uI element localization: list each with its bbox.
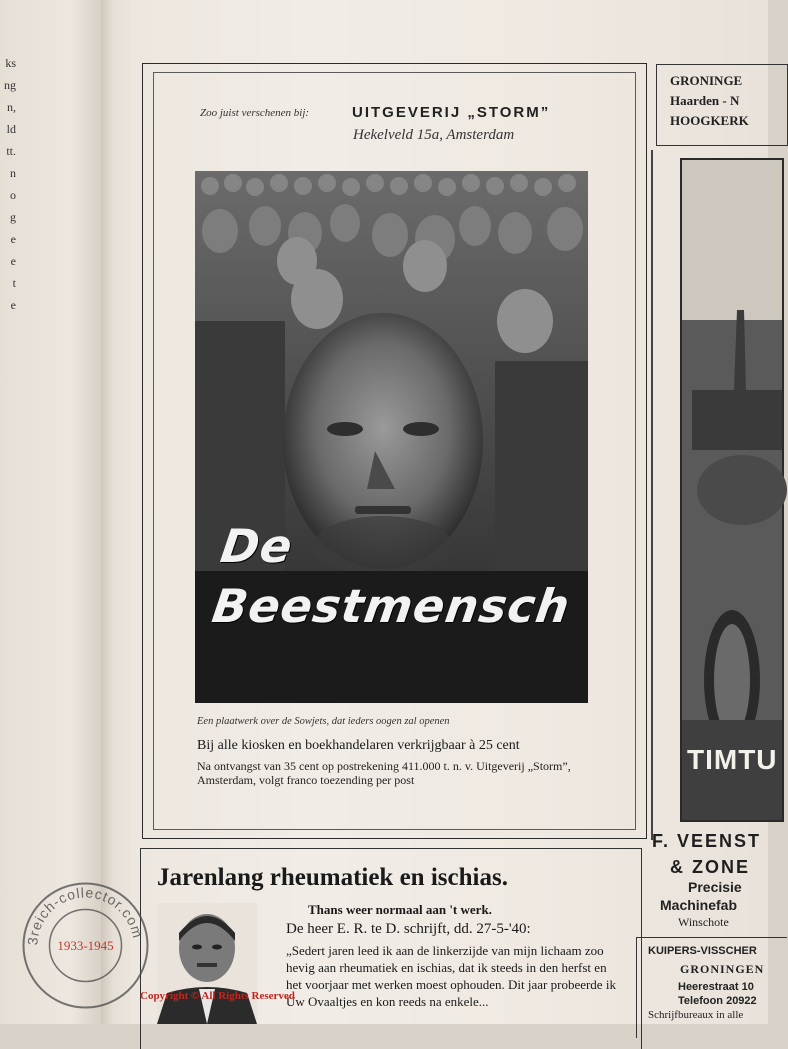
kuipers-note: Schrijfbureaux in alle: [648, 1009, 744, 1021]
caption-order-info: Na ontvangst van 35 cent op postrekening 411.000 t. n. v. Uitgeverij „Storm”, Amsterdam, volgt franco toezending per post: [197, 759, 571, 787]
groningen-advert-box: [656, 64, 788, 146]
kuipers-phone: Telefoon 20922: [678, 995, 757, 1007]
left-fragment: o: [10, 188, 16, 202]
publisher-intro: Zoo juist verschenen bij:: [200, 107, 310, 119]
timtu-advert-image: [680, 158, 784, 822]
kuipers-city: GRONINGEN: [680, 962, 765, 976]
left-page-edge: [0, 0, 102, 1024]
left-text-fragments: [2, 52, 16, 316]
left-fragment: g: [10, 210, 16, 224]
veenst-heading: F. VEENST: [652, 831, 762, 851]
stamp-years: 1933-1945: [57, 938, 114, 953]
publisher-name: UITGEVERIJ „STORM”: [352, 104, 551, 121]
article-intro: De heer E. R. te D. schrijft, dd. 27-5-'40:: [286, 921, 531, 937]
poster-title-line1: De: [217, 519, 297, 573]
copyright-notice: Copyright © All Rights Reserved: [140, 990, 295, 1002]
timtu-label: TIMTU: [687, 744, 778, 775]
kuipers-name: KUIPERS-VISSCHER: [648, 945, 757, 957]
poster-title: [209, 516, 583, 636]
left-fragment: e: [10, 298, 16, 312]
article-title: Jarenlang rheumatiek en ischias.: [157, 864, 508, 891]
left-fragment: e: [10, 232, 16, 246]
left-fragment: t: [12, 276, 16, 290]
caption-price: Bij alle kiosken en boekhandelaren verkrijgbaar à 25 cent: [197, 738, 520, 753]
left-fragment: ld: [6, 122, 16, 136]
machinery-illustration: [682, 160, 782, 820]
precision-text: Precisie: [688, 879, 742, 895]
page-gutter: [101, 0, 131, 1024]
left-fragment: ks: [5, 56, 16, 70]
article-subtitle: Thans weer normaal aan 't werk.: [308, 902, 492, 917]
stamp-ring-text: 3reich-collector.com: [24, 884, 147, 946]
zonen-heading: & ZONE: [670, 857, 751, 877]
column-rule: [651, 150, 653, 840]
box-line: HOOGKERK: [670, 113, 749, 128]
left-fragment: ng: [4, 78, 16, 92]
left-fragment: tt.: [6, 144, 16, 158]
man-portrait-illustration: [157, 903, 257, 1024]
caption-italic: Een plaatwerk over de Sowjets, dat ieders oogen zal openen: [197, 716, 450, 727]
poster-title-line2: Beestmensch: [208, 579, 574, 633]
poster-image: [195, 171, 588, 703]
storm-advertisement: [142, 63, 647, 839]
left-fragment: e: [10, 254, 16, 268]
machine-factory-text: Machinefab: [660, 897, 738, 913]
watermark-stamp: [18, 878, 153, 1013]
city-text: Winschote: [678, 915, 729, 929]
svg-text:3reich-collector.com: [24, 884, 146, 945]
kuipers-street: Heerestraat 10: [678, 981, 754, 993]
portrait-image: [157, 903, 257, 1024]
left-fragment: n: [10, 166, 16, 180]
box-line: Haarden - N: [670, 93, 740, 108]
publisher-address: Hekelveld 15a, Amsterdam: [353, 127, 515, 143]
box-line: GRONINGE: [670, 73, 743, 88]
article-body: „Sedert jaren leed ik aan de linkerzijde van mijn lichaam zoo hevig aan rheumatiek en ischias, dat ik steeds in den herfst en het voorjaar met werken moest ophouden. Dit jaar probeerde ik Uw Ovaaltjes en kon reeds na enkele...: [286, 943, 616, 1009]
left-fragment: n,: [7, 100, 16, 114]
